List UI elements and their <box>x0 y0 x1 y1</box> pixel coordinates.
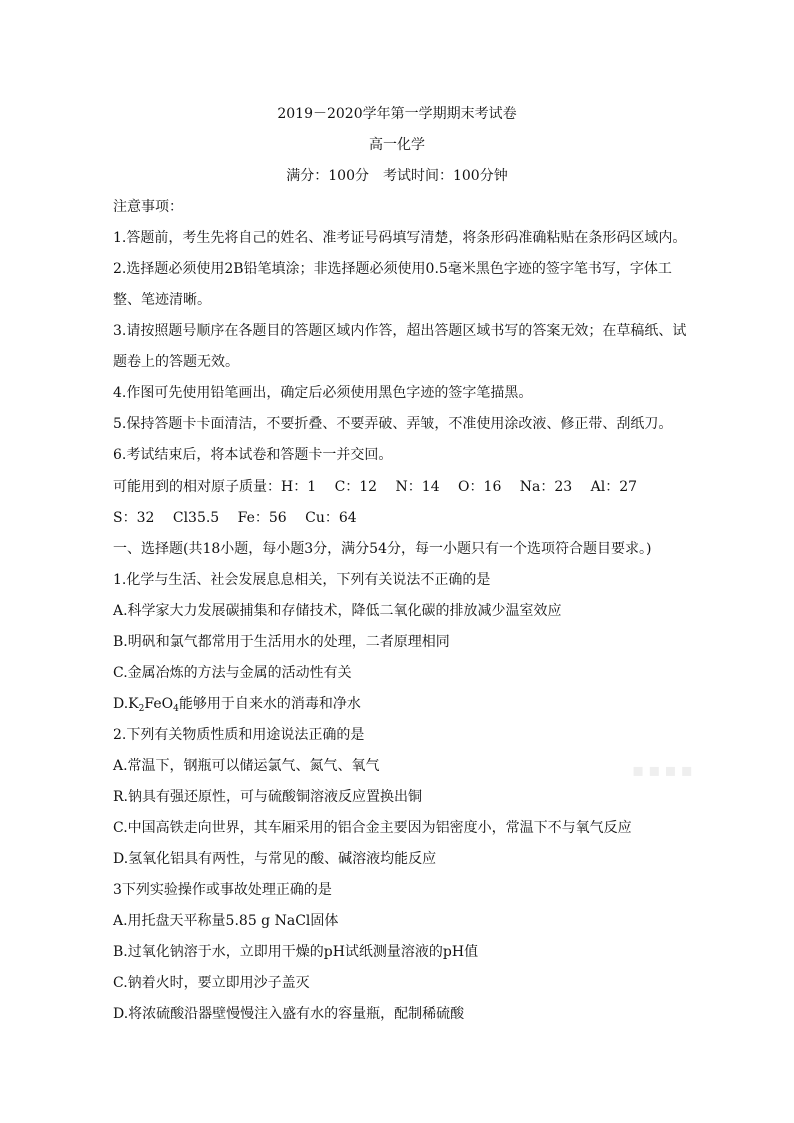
note-item: 1.答题前，考生先将自己的姓名、准考证号码填写清楚，将条形码准确粘贴在条形码区域内。 <box>113 230 687 246</box>
note-item: 题卷上的答题无效。 <box>113 354 239 370</box>
note-item: 4.作图可先使用铅笔画出，确定后必须使用黑色字迹的签字笔描黑。 <box>113 385 533 401</box>
option-a: A.常温下，钢瓶可以储运氯气、氮气、氧气 <box>113 758 380 774</box>
option-a: A.用托盘天平称量5.85 g NaCl固体 <box>113 913 339 929</box>
exam-title: 2019－2020学年第一学期期末考试卷 <box>277 106 517 122</box>
option-b: B.过氧化钠溶于水，立即用干燥的pH试纸测量溶液的pH值 <box>113 944 479 960</box>
option-d-suffix: 能够用于自来水的消毒和净水 <box>178 696 361 712</box>
note-item: 6.考试结束后，将本试卷和答题卡一并交回。 <box>113 447 393 463</box>
option-d <box>113 694 693 719</box>
option-d: D.氢氧化铝具有两性，与常见的酸、碱溶液均能反应 <box>113 851 437 867</box>
option-d-prefix: D.K <box>113 696 139 712</box>
note-item: 2.选择题必须使用2B铅笔填涂；非选择题必须使用0.5毫米黑色字迹的签字笔书写，字体工 <box>113 261 672 277</box>
faint-watermark: ▪▪▪▪ <box>632 760 697 781</box>
note-item: 3.请按照题号顺序在各题目的答题区域内作答，超出答题区域书写的答案无效；在草稿纸、试 <box>113 323 687 339</box>
option-b: R.钠具有强还原性，可与硫酸铜溶液反应置换出铜 <box>113 789 422 805</box>
question-stem: 1.化学与生活、社会发展息息相关，下列有关说法不正确的是 <box>113 572 491 588</box>
option-d: D.将浓硫酸沿器壁慢慢注入盛有水的容量瓶，配制稀硫酸 <box>113 1006 465 1022</box>
atomic-mass-line: 可能用到的相对原子质量：H：1 C：12 N：14 O：16 Na：23 Al：27 <box>113 479 638 495</box>
formula-part: FeO <box>144 696 174 712</box>
note-item: 5.保持答题卡卡面清洁，不要折叠、不要弄破、弄皱，不准使用涂改液、修正带、刮纸刀。 <box>113 416 673 432</box>
section-heading: 一、选择题(共18小题，每小题3分，满分54分，每一小题只有一个选项符合题目要求。) <box>113 541 652 557</box>
option-c: C.中国高铁走向世界，其车厢采用的铝合金主要因为铝密度小，常温下不与氧气反应 <box>113 820 632 836</box>
question-stem: 2.下列有关物质性质和用途说法正确的是 <box>113 727 365 743</box>
subscript: 4 <box>173 704 179 714</box>
subscript: 2 <box>138 704 145 714</box>
option-a: A.科学家大力发展碳捕集和存储技术，降低二氧化碳的排放减少温室效应 <box>113 603 562 619</box>
atomic-mass-line: S：32 Cl35.5 Fe：56 Cu：64 <box>113 510 357 526</box>
exam-subject: 高一化学 <box>369 137 425 153</box>
note-item: 整、笔迹清晰。 <box>113 292 211 308</box>
option-c: C.金属冶炼的方法与金属的活动性有关 <box>113 665 352 681</box>
notes-heading: 注意事项： <box>113 199 183 215</box>
option-b: B.明矾和氯气都常用于生活用水的处理，二者原理相同 <box>113 634 450 650</box>
question-stem: 3下列实验操作或事故处理正确的是 <box>113 882 332 898</box>
score-time: 满分：100分 考试时间：100分钟 <box>286 168 508 184</box>
option-c: C.钠着火时，要立即用沙子盖灭 <box>113 975 310 991</box>
